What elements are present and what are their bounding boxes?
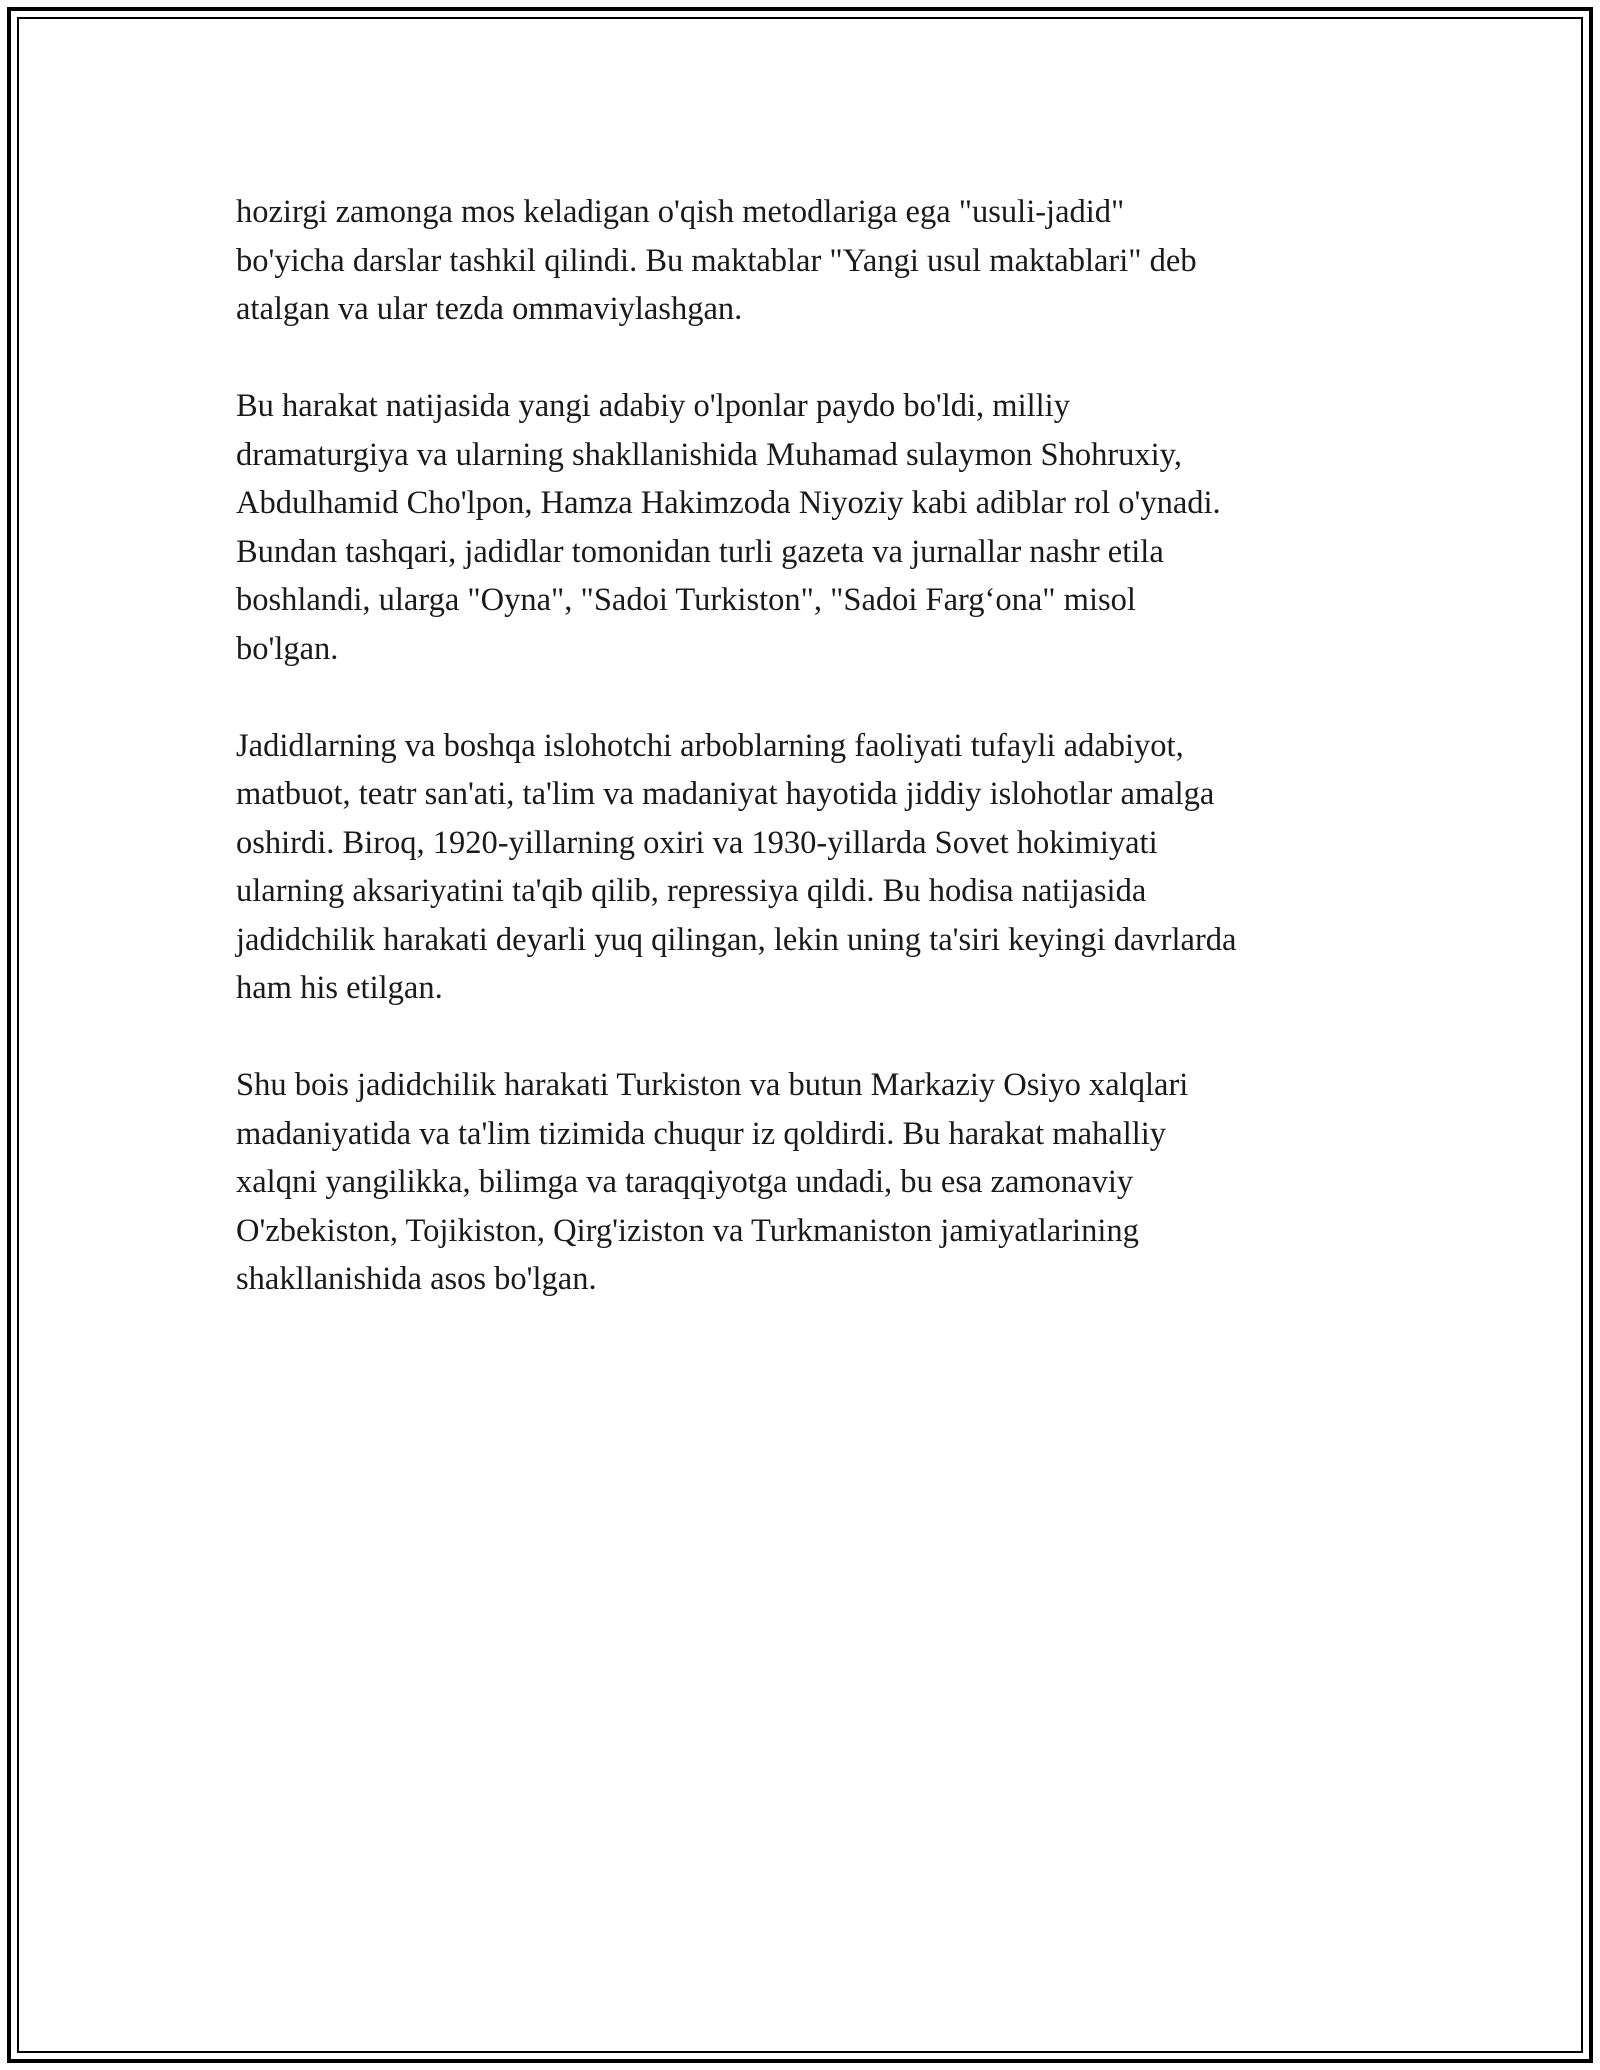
paragraph-2	[236, 382, 1376, 673]
text-line: Bundan tashqari, jadidlar tomonidan turli gazeta va jurnallar nashr etila	[236, 533, 1164, 570]
text-line: dramaturgiya va ularning shakllanishida Muhamad sulaymon Shohruxiy,	[236, 436, 1182, 473]
text-line: atalgan va ular tezda ommaviylashgan.	[236, 291, 743, 327]
text-line: shakllanishida asos bo'lgan.	[236, 1261, 597, 1297]
text-line: madaniyatida va ta'lim tizimida chuqur iz qoldirdi. Bu harakat mahalliy	[236, 1115, 1167, 1152]
text-line: O'zbekiston, Tojikiston, Qirg'iziston va Turkmaniston jamiyatlarining	[236, 1212, 1139, 1249]
text-line: ham his etilgan.	[236, 970, 443, 1006]
text-line: ularning aksariyatini ta'qib qilib, repressiya qildi. Bu hodisa natijasida	[236, 873, 1147, 909]
document-body	[236, 188, 1376, 1352]
text-line: Jadidlarning va boshqa islohotchi arboblarning faoliyati tufayli adabiyot,	[236, 727, 1184, 764]
text-line: Bu harakat natijasida yangi adabiy o'lponlar paydo bo'ldi, milliy	[236, 388, 1070, 424]
text-line: xalqni yangilikka, bilimga va taraqqiyotga undadi, bu esa zamonaviy	[236, 1164, 1134, 1200]
text-line: bo'lgan.	[236, 630, 339, 667]
text-line: boshlandi, ularga "Oyna", "Sadoi Turkiston", "Sadoi Farg‘ona" misol	[236, 582, 1136, 618]
text-line: matbuot, teatr san'ati, ta'lim va madaniyat hayotida jiddiy islohotlar amalga	[236, 776, 1215, 812]
text-line: jadidchilik harakati deyarli yuq qilingan, lekin uning ta'siri keyingi davrlarda	[236, 921, 1237, 958]
paragraph-1	[236, 188, 1376, 334]
paragraph-4	[236, 1061, 1376, 1304]
text-line: hozirgi zamonga mos keladigan o'qish metodlariga ega "usuli-jadid"	[236, 194, 1125, 230]
text-line: Abdulhamid Cho'lpon, Hamza Hakimzoda Niyoziy kabi adiblar rol o'ynadi.	[236, 485, 1221, 521]
text-line: oshirdi. Biroq, 1920-yillarning oxiri va 1930-yillarda Sovet hokimiyati	[236, 824, 1158, 861]
text-line: bo'yicha darslar tashkil qilindi. Bu maktablar "Yangi usul maktablari" deb	[236, 242, 1197, 279]
text-line: Shu bois jadidchilik harakati Turkiston va butun Markaziy Osiyo xalqlari	[236, 1067, 1189, 1103]
paragraph-3	[236, 722, 1376, 1013]
